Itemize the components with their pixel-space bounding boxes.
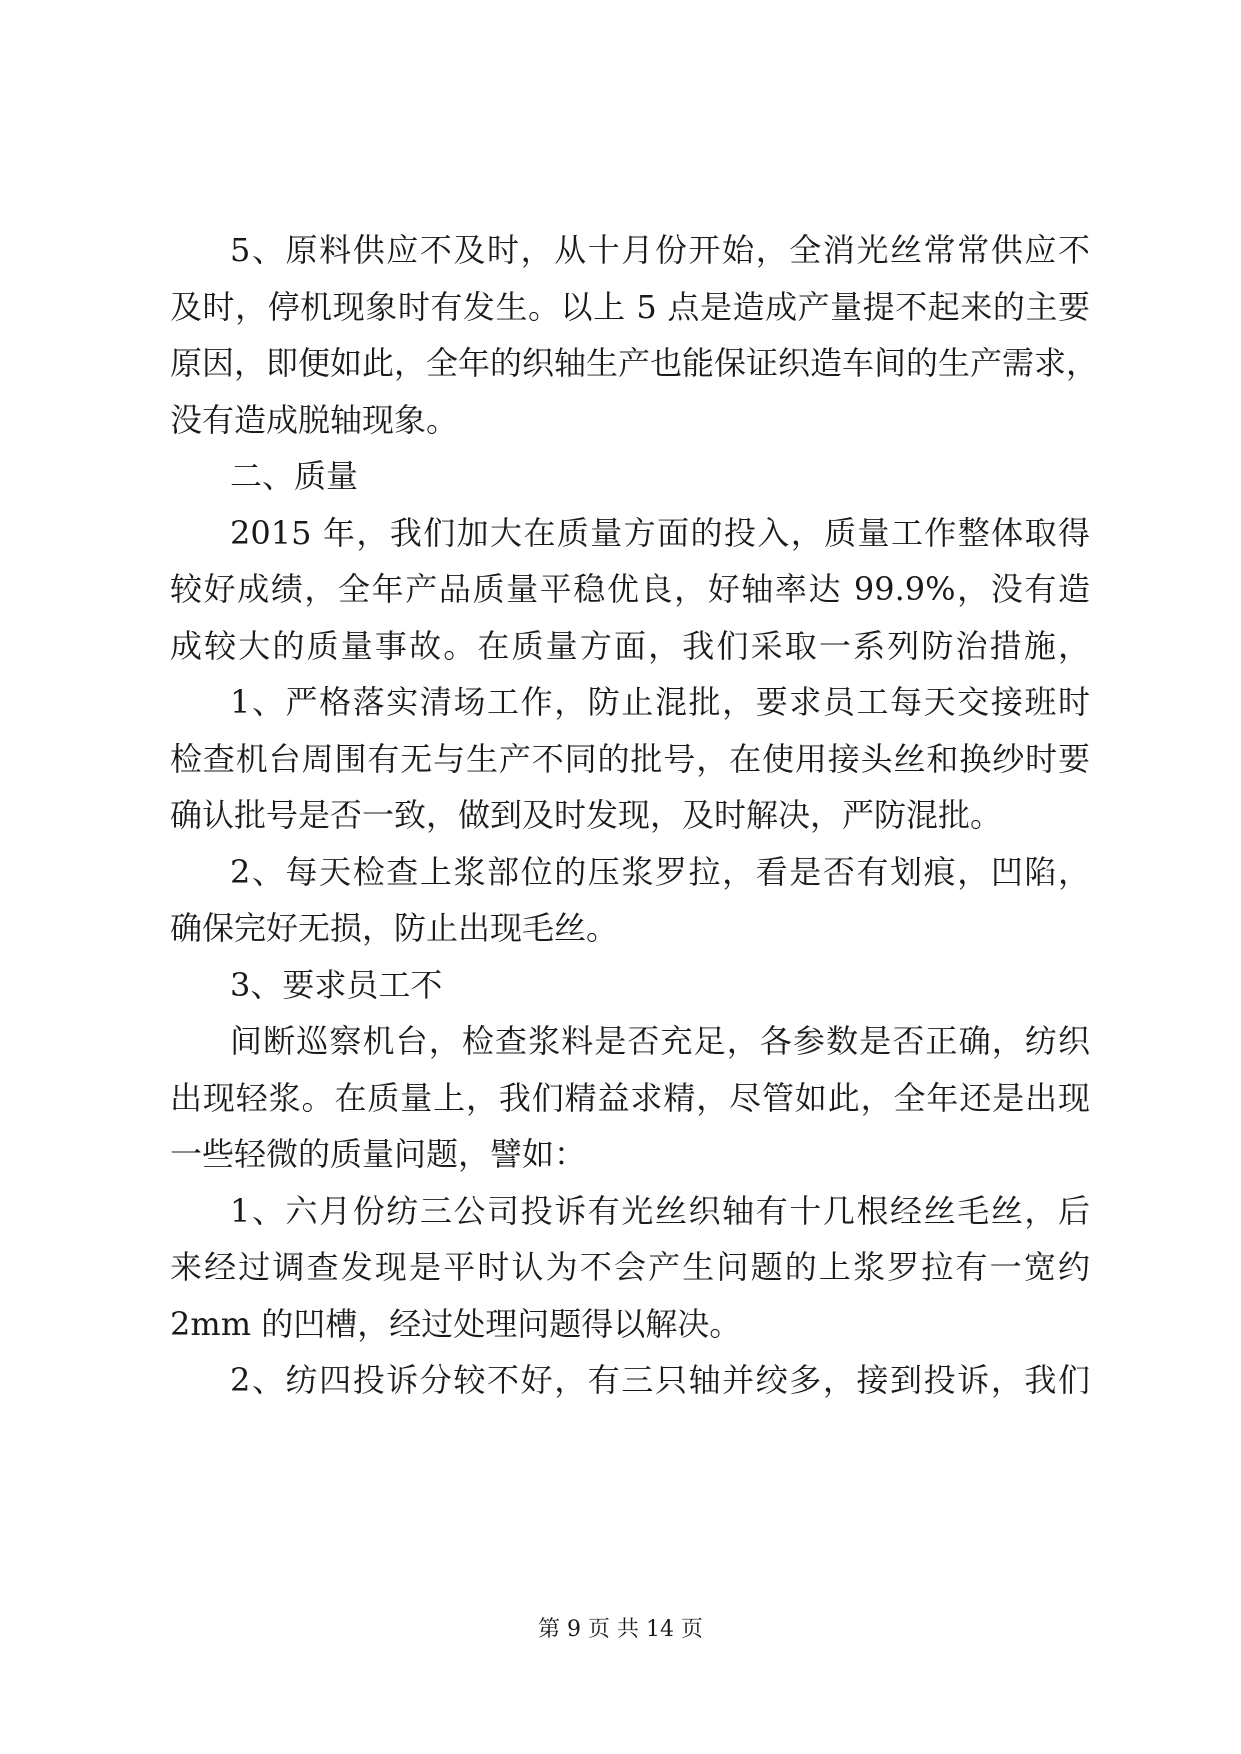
text-line: 较好成绩，全年产品质量平稳优良，好轴率达 99.9%，没有造 [170, 570, 1090, 608]
text-line: 出现轻浆。在质量上，我们精益求精，尽管如此，全年还是出现 [170, 1078, 1090, 1117]
text-line: 检查机台周围有无与生产不同的批号，在使用接头丝和换纱时要 [170, 739, 1090, 778]
text-line: 原因，即便如此，全年的织轴生产也能保证织造车间的生产需求， [170, 344, 1099, 382]
text-line: 没有造成脱轴现象。 [170, 400, 459, 439]
text-line: 及时，停机现象时有发生。以上 5 点是造成产量提不起来的主要 [170, 287, 1090, 326]
text-line: 2、每天检查上浆部位的压浆罗拉，看是否有划痕，凹陷， [230, 852, 1090, 891]
page-footer: 第 9 页 共 14 页 [538, 1617, 703, 1642]
text-line: 5、原料供应不及时，从十月份开始，全消光丝常常供应不 [230, 231, 1090, 269]
text-line: 确保完好无损，防止出现毛丝。 [170, 909, 619, 947]
text-line: 2mm 的凹槽，经过处理问题得以解决。 [170, 1304, 742, 1343]
text-line: 2、纺四投诉分较不好，有三只轴并绞多，接到投诉，我们 [230, 1361, 1090, 1399]
text-line: 1、六月份纺三公司投诉有光丝织轴有十几根经丝毛丝，后 [230, 1191, 1090, 1230]
text-line: 确认批号是否一致，做到及时发现，及时解决，严防混批。 [170, 796, 1003, 834]
text-line: 一些轻微的质量问题，譬如： [170, 1135, 587, 1173]
text-line: 2015 年，我们加大在质量方面的投入，质量工作整体取得 [230, 513, 1090, 552]
text-line: 来经过调查发现是平时认为不会产生问题的上浆罗拉有一宽约 [170, 1248, 1090, 1286]
text-line: 1、严格落实清场工作，防止混批，要求员工每天交接班时 [230, 683, 1090, 721]
text-line: 间断巡察机台，检查浆料是否充足，各参数是否正确，纺织 [230, 1022, 1090, 1060]
text-line: 3、要求员工不 [230, 965, 443, 1004]
text-line: 二、质量 [230, 457, 359, 495]
text-line: 成较大的质量事故。在质量方面，我们采取一系列防治措施， [170, 626, 1090, 665]
